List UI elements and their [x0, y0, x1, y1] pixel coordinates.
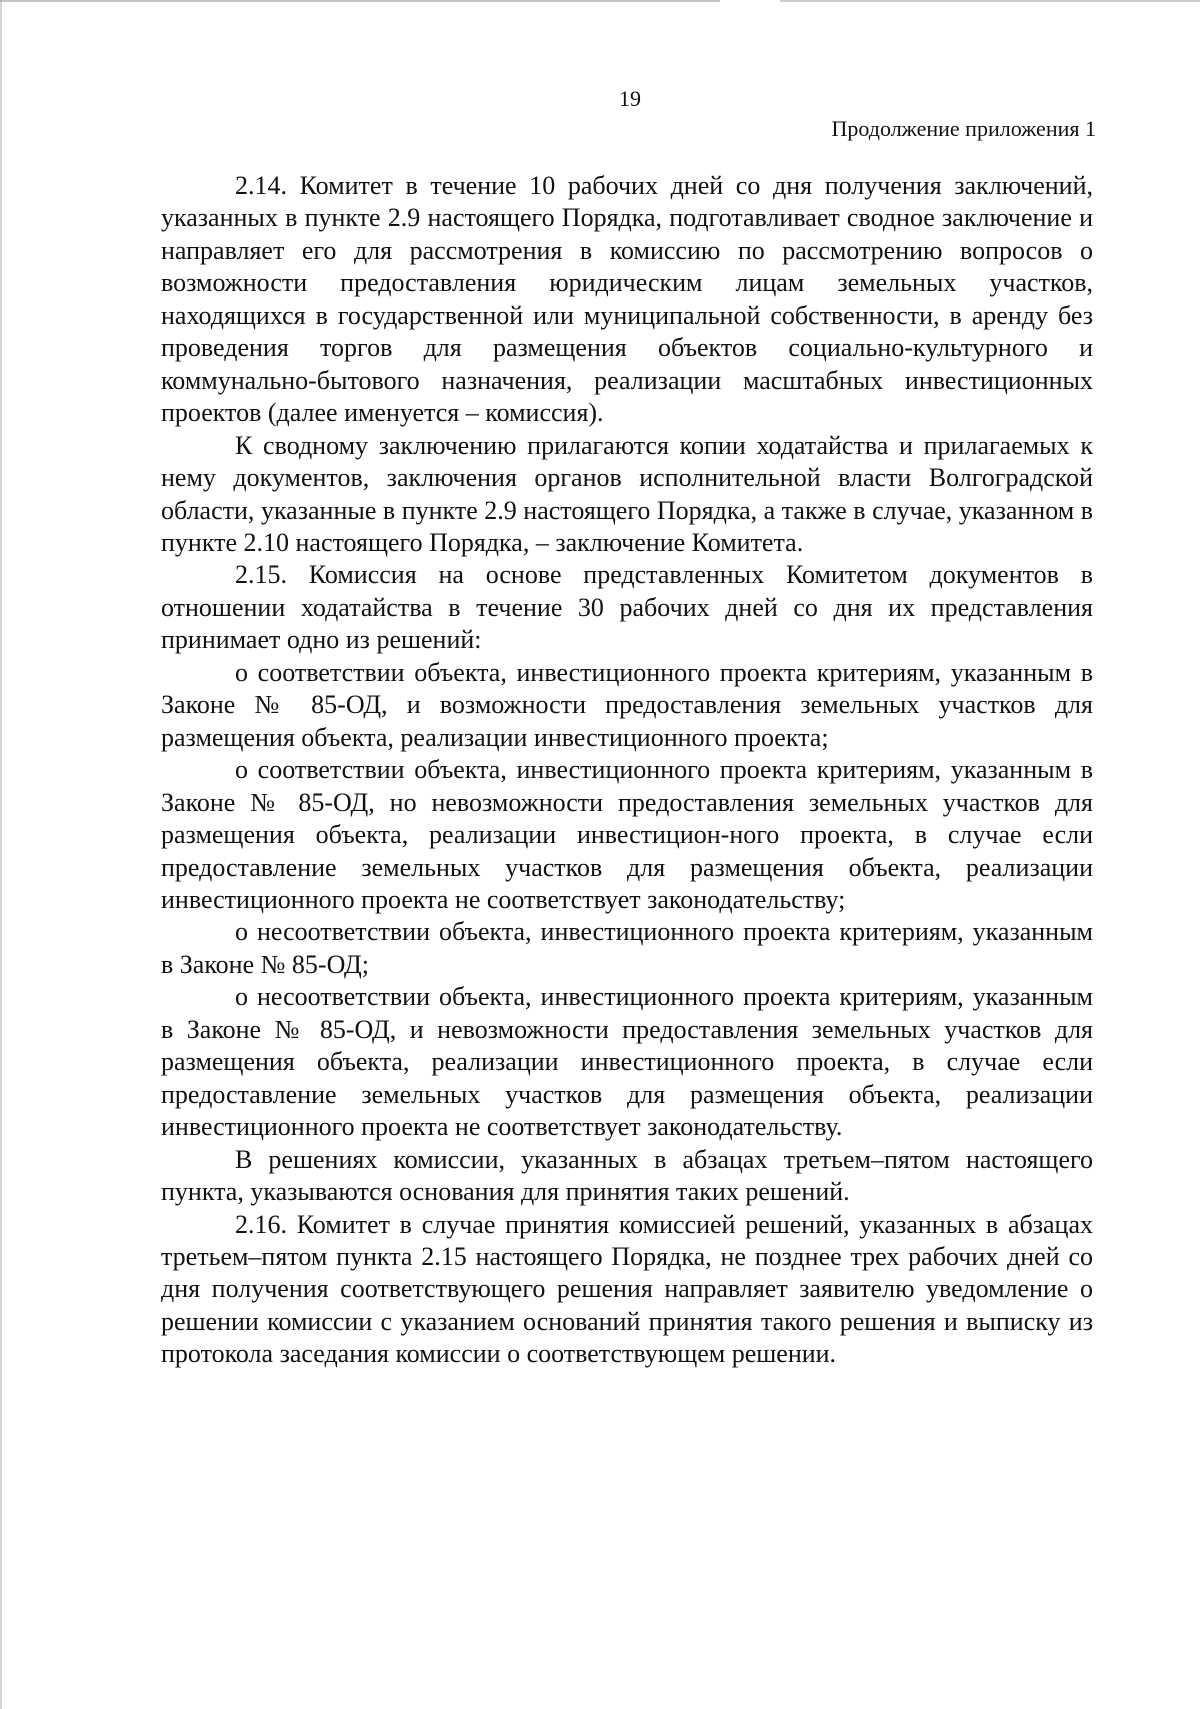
- paragraph-2-16: 2.16. Комитет в случае принятия комиссией решений, указанных в абзацах третьем–пятом пункта 2.15 настоящего Порядка, не позднее трех рабочих дней со дня получения соответствующего решения направляет заявителю уведомление о решении комиссии с указанием оснований принятия такого решения и выписку из протокола заседания комиссии о соответствующем решении.: [161, 1209, 1093, 1369]
- page-number: 19: [619, 86, 641, 111]
- paragraph-summary-attachments: К сводному заключению прилагаются копии ходатайства и прилагаемых к нему документов, заключения органов исполнительной власти Волгоградской области, указанные в пункте 2.9 настоящего Порядка, а также в случае, указанном в пункте 2.10 настоящего Порядка, – заключение Комитета.: [161, 430, 1093, 557]
- paragraph-decision-grounds: В решениях комиссии, указанных в абзацах третьем–пятом настоящего пункта, указываются основания для принятия таких решений.: [161, 1144, 1093, 1207]
- document-body: [161, 170, 1093, 1371]
- decision-option-1: о соответствии объекта, инвестиционного проекта критериям, указанным в Законе № 85-ОД, и возможности предоставления земельных участков для размещения объекта, реализации инвестиционного проекта;: [161, 657, 1093, 752]
- decision-option-2: о соответствии объекта, инвестиционного проекта критериям, указанным в Законе № 85-ОД, но невозможности предоставления земельных участков для размещения объекта, реализации инвестицион-ного проекта, в случае если предоставление земельных участков для размещения объекта, реализации инвестиционного проекта не соответствует законодательству;: [161, 755, 1093, 914]
- decision-option-3: о несоответствии объекта, инвестиционного проекта критериям, указанным в Законе № 85-ОД;: [161, 917, 1093, 979]
- paragraph-2-14: 2.14. Комитет в течение 10 рабочих дней со дня получения заключений, указанных в пункте 2.9 настоящего Порядка, подготавливает сводное заключение и направляет его для рассмотрения в комиссию по рассмотрению вопросов о возможности предоставления юридическим лицам земельных участков, находящихся в государственной или муниципальной собственности, в аренду без проведения торгов для размещения объектов социально-культурного и коммунально-бытового назначения, реализации масштабных инвестиционных проектов (далее именуется – комиссия).: [161, 171, 1093, 428]
- paragraph-2-15: 2.15. Комиссия на основе представленных Комитетом документов в отношении ходатайства в течение 30 рабочих дней со дня их представления принимает одно из решений:: [161, 560, 1093, 655]
- scan-edge-left: [0, 0, 2, 1709]
- appendix-continuation-note: Продолжение приложения 1: [831, 116, 1096, 141]
- scan-edge-top: [0, 0, 1200, 2]
- decision-option-4: о несоответствии объекта, инвестиционного проекта критериям, указанным в Законе № 85-ОД, и невозможности предоставления земельных участков для размещения объекта, реализации инвестиционного проекта, в случае если предоставление земельных участков для размещения объекта, реализации инвестиционного проекта не соответствует законодательству.: [161, 982, 1093, 1142]
